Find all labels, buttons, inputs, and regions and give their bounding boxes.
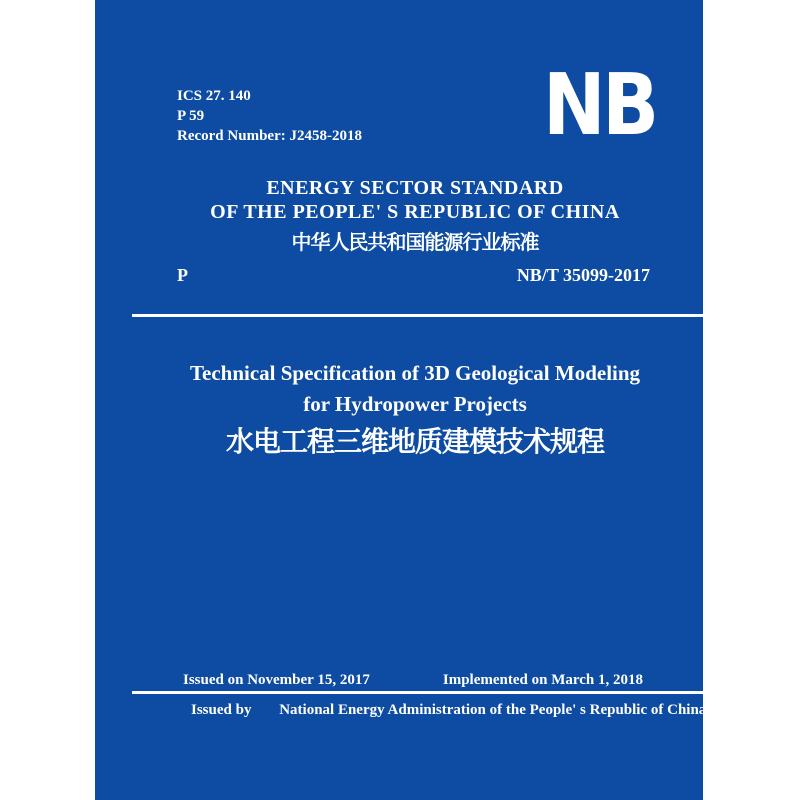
standard-number: NB/T 35099-2017 — [516, 265, 650, 285]
title-english-line2: for Hydropower Projects — [303, 392, 527, 416]
ics-code: ICS 27. 140 — [177, 88, 251, 104]
issued-by-value: National Energy Administration of the People' s Republic of China — [279, 702, 707, 718]
issuer-row — [191, 700, 706, 720]
standard-code-row — [177, 264, 650, 286]
header-divider-line — [132, 314, 703, 317]
issued-date: Issued on November 15, 2017 — [183, 672, 370, 688]
doc-class-letter: P — [177, 265, 188, 285]
title-english-line1: Technical Specification of 3D Geological Modeling — [189, 361, 641, 385]
footer-divider-line — [132, 691, 703, 694]
standard-cover-page — [95, 0, 707, 800]
title-block — [135, 360, 695, 460]
issued-by-label: Issued by — [191, 702, 252, 718]
standard-type-line1: ENERGY SECTOR STANDARD — [266, 177, 564, 199]
nb-logo: NB — [543, 56, 656, 155]
standard-type-chinese: 中华人民共和国能源行业标准 — [291, 232, 539, 254]
classification-block — [177, 86, 362, 146]
standard-type-line2: OF THE PEOPLE' S REPUBLIC OF CHINA — [210, 201, 620, 223]
standard-header — [135, 176, 695, 255]
dates-row — [183, 670, 643, 690]
title-chinese: 水电工程三维地质建模技术规程 — [225, 427, 604, 458]
classification-code: P 59 — [177, 108, 205, 124]
implemented-date: Implemented on March 1, 2018 — [442, 672, 643, 688]
record-number: Record Number: J2458-2018 — [177, 128, 362, 144]
